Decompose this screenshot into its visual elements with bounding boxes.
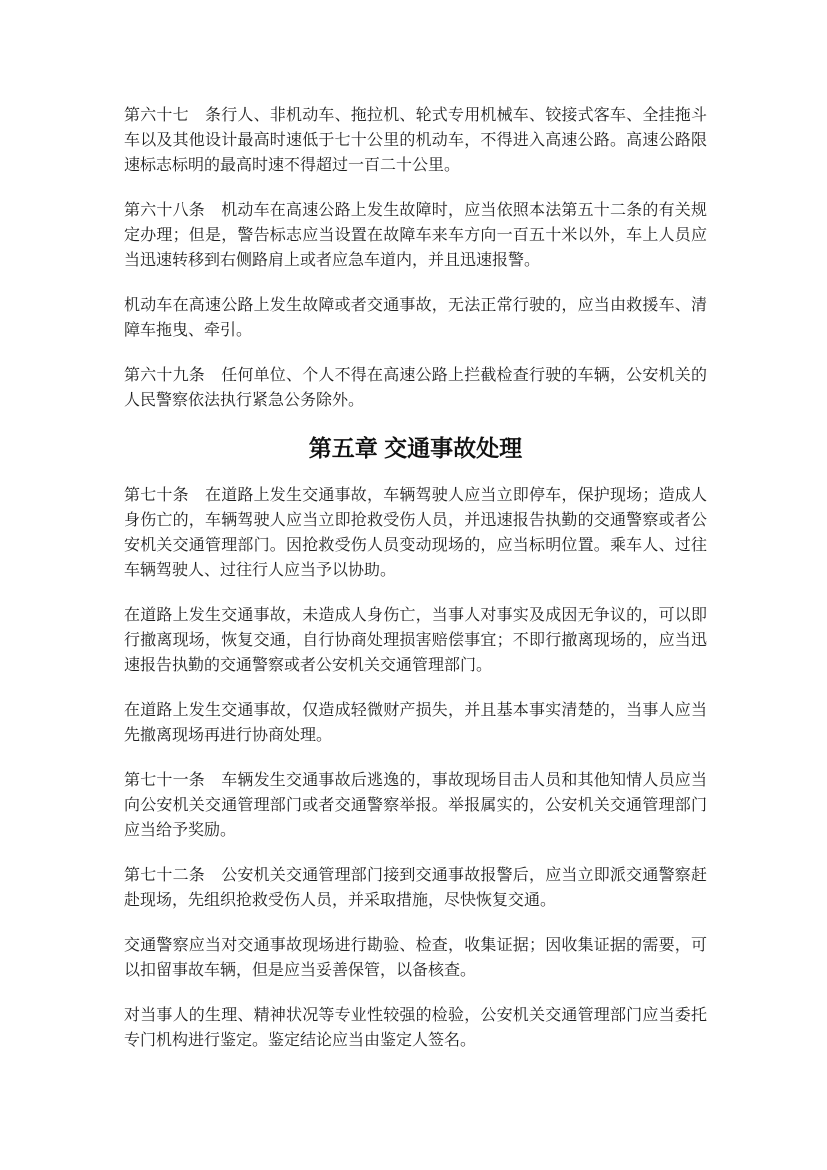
law-article-72-para-3: 对当事人的生理、精神状况等专业性较强的检验，公安机关交通管理部门应当委托专门机构进行鉴定。鉴定结论应当由鉴定人签名。 bbox=[124, 1007, 707, 1049]
law-article-72-para-2: 交通警察应当对交通事故现场进行勘验、检查，收集证据；因收集证据的需要，可以扣留事故车辆，但是应当妥善保管，以备核查。 bbox=[124, 937, 707, 979]
law-article-71: 第七十一条 车辆发生交通事故后逃逸的，事故现场目击人员和其他知情人员应当向公安机关交通管理部门或者交通警察举报。举报属实的，公安机关交通管理部门应当给予奖励。 bbox=[124, 772, 707, 839]
law-article-67: 第六十七 条行人、非机动车、拖拉机、轮式专用机械车、铰接式客车、全挂拖斗车以及其他设计最高时速低于七十公里的机动车，不得进入高速公路。高速公路限速标志标明的最高时速不得超过一百二十公里。 bbox=[124, 107, 707, 174]
law-article-68-para-1: 第六十八条 机动车在高速公路上发生故障时，应当依照本法第五十二条的有关规定办理；但是，警告标志应当设置在故障车来车方向一百五十米以外，车上人员应当迅速转移到右侧路肩上或者应急车道内，并且迅速报警。 bbox=[124, 202, 707, 269]
law-article-70-para-3: 在道路上发生交通事故，仅造成轻微财产损失，并且基本事实清楚的，当事人应当先撤离现场再进行协商处理。 bbox=[124, 702, 707, 744]
law-article-70-para-2: 在道路上发生交通事故，未造成人身伤亡，当事人对事实及成因无争议的，可以即行撤离现场，恢复交通，自行协商处理损害赔偿事宜；不即行撤离现场的，应当迅速报告执勤的交通警察或者公安机关交通管理部门。 bbox=[124, 607, 707, 674]
law-article-72-para-1: 第七十二条 公安机关交通管理部门接到交通事故报警后，应当立即派交通警察赶赴现场，先组织抢救受伤人员，并采取措施，尽快恢复交通。 bbox=[124, 867, 707, 909]
chapter-5-heading: 第五章 交通事故处理 bbox=[308, 435, 523, 461]
law-article-70-para-1: 第七十条 在道路上发生交通事故，车辆驾驶人应当立即停车，保护现场；造成人身伤亡的，车辆驾驶人应当立即抢救受伤人员，并迅速报告执勤的交通警察或者公安机关交通管理部门。因抢救受伤人员变动现场的，应当标明位置。乘车人、过往车辆驾驶人、过往行人应当予以协助。 bbox=[124, 487, 707, 579]
law-article-69: 第六十九条 任何单位、个人不得在高速公路上拦截检查行驶的车辆，公安机关的人民警察依法执行紧急公务除外。 bbox=[124, 367, 707, 409]
law-article-68-para-2: 机动车在高速公路上发生故障或者交通事故，无法正常行驶的，应当由救援车、清障车拖曳、牵引。 bbox=[124, 297, 707, 339]
